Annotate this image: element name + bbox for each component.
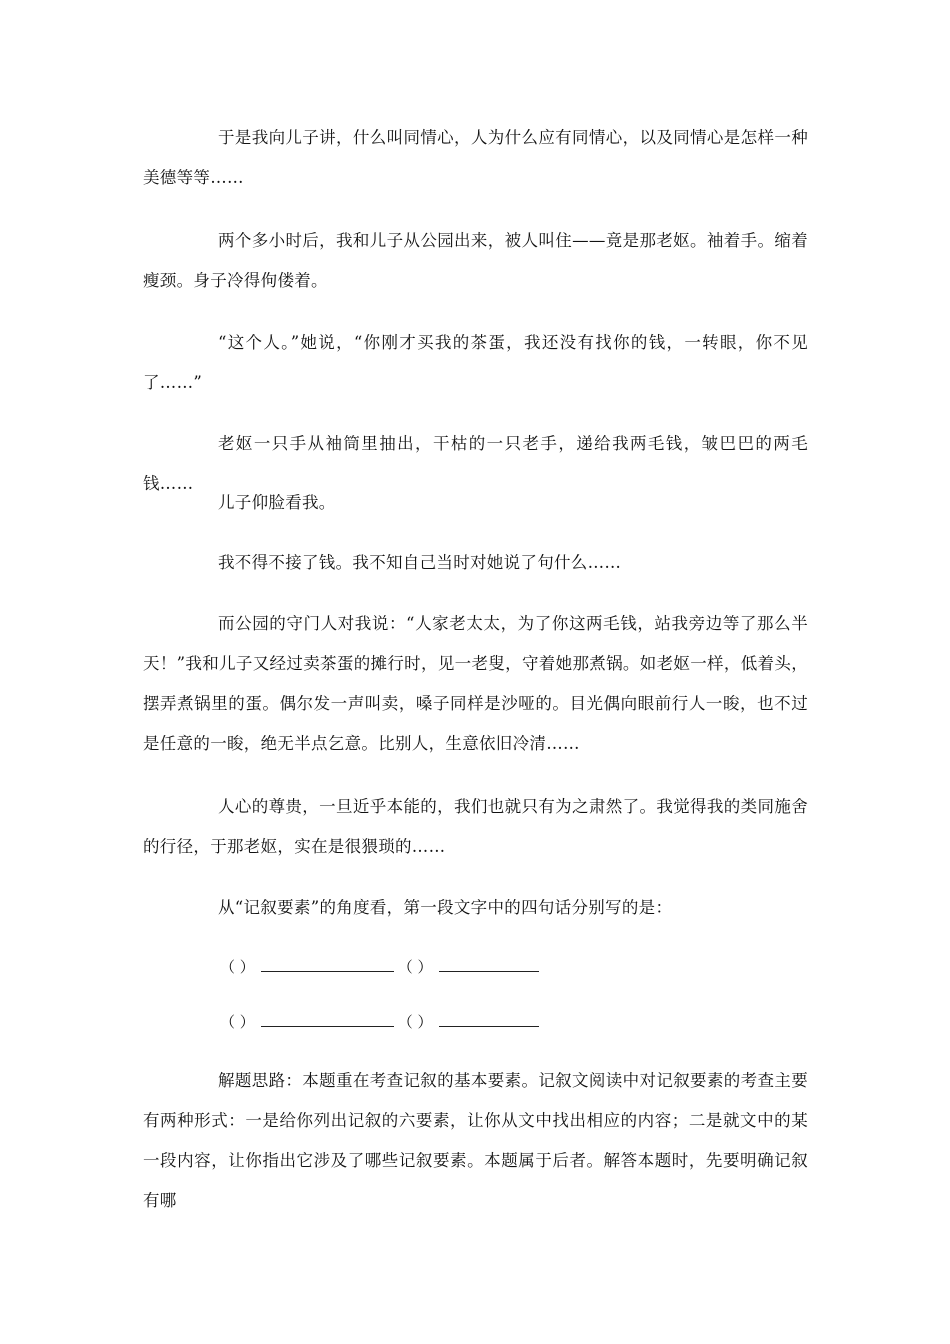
paragraph-5: 儿子仰脸看我。	[218, 493, 336, 512]
paragraph-1: 于是我向儿子讲，什么叫同情心，人为什么应有同情心，以及同情心是怎样一种美德等等……	[143, 128, 808, 187]
paragraph-3: “这个人。”她说，“你刚才买我的茶蛋，我还没有找你的钱，一转眼，你不见了……”	[143, 333, 808, 392]
paren-label: （ ）	[220, 1013, 255, 1031]
paren-label: （ ）	[397, 958, 433, 976]
paragraph-6: 我不得不接了钱。我不知自己当时对她说了句什么……	[218, 553, 622, 572]
answer-blank[interactable]	[261, 953, 394, 972]
answer-row-2	[220, 1007, 539, 1037]
answer-blank[interactable]	[439, 1008, 539, 1027]
paragraph-8: 人心的尊贵，一旦近乎本能的，我们也就只有为之肃然了。我觉得我的类同施舍的行径，于那老妪，实在是很猥琐的……	[143, 797, 808, 856]
paragraph-2: 两个多小时后，我和儿子从公园出来，被人叫住——竟是那老妪。袖着手。缩着瘦颈。身子冷得佝偻着。	[143, 231, 808, 290]
analysis-paragraph: 解题思路：本题重在考查记叙的基本要素。记叙文阅读中对记叙要素的考查主要有两种形式：一是给你列出记叙的六要素，让你从文中找出相应的内容；二是就文中的某一段内容，让你指出它涉及了哪些记叙要素。本题属于后者。解答本题时，先要明确记叙有哪	[143, 1071, 808, 1210]
paragraph-4: 老妪一只手从袖筒里抽出，干枯的一只老手，递给我两毛钱，皱巴巴的两毛钱……	[143, 434, 808, 493]
paren-label: （ ）	[397, 1013, 433, 1031]
question-prompt: 从“记叙要素”的角度看，第一段文字中的四句话分别写的是：	[218, 898, 673, 917]
answer-row-1	[220, 952, 539, 982]
answer-blank[interactable]	[261, 1008, 394, 1027]
paragraph-7: 而公园的守门人对我说：“人家老太太，为了你这两毛钱，站我旁边等了那么半天！”我和儿子又经过卖茶蛋的摊行时，见一老叟，守着她那煮锅。如老妪一样，低着头，摆弄煮锅里的蛋。偶尔发一声叫卖，嗓子同样是沙哑的。目光偶向眼前行人一睃，也不过是任意的一睃，绝无半点乞意。比别人，生意依旧冷清……	[143, 614, 808, 753]
paren-label: （ ）	[220, 958, 255, 976]
answer-blank[interactable]	[439, 953, 539, 972]
